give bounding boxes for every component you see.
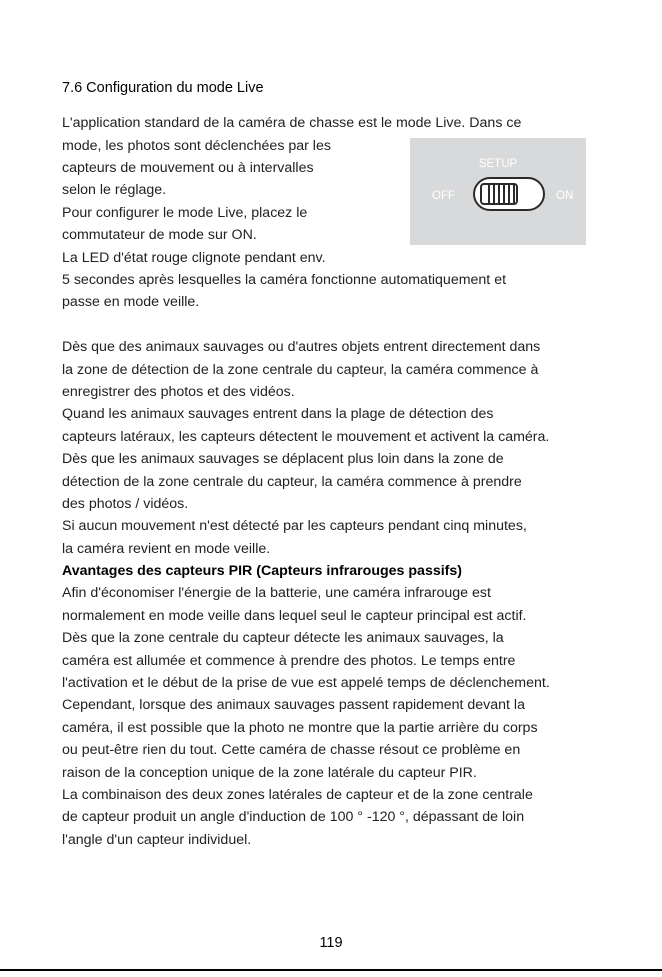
bottom-divider [0,969,662,971]
body-line: l'angle d'un capteur individuel. [62,832,252,848]
body-line: l'activation et le début de la prise de vue est appelé temps de déclenchement. [62,675,550,691]
body-line: Quand les animaux sauvages entrent dans la plage de détection des [62,406,494,422]
mode-switch-icon [473,177,545,211]
body-line: la caméra revient en mode veille. [62,541,271,557]
setup-switch-illustration [410,138,586,245]
body-line: La LED d'état rouge clignote pendant env. [62,250,326,266]
body-line: Cependant, lorsque des animaux sauvages passent rapidement devant la [62,697,525,713]
subheading: Avantages des capteurs PIR (Capteurs infrarouges passifs) [62,563,462,579]
body-line: normalement en mode veille dans lequel seul le capteur principal est actif. [62,608,527,624]
body-line: ou peut-être rien du tout. Cette caméra de chasse résout ce problème en [62,742,521,758]
off-label: OFF [432,190,455,202]
body-line: des photos / vidéos. [62,496,189,512]
body-line: commutateur de mode sur ON. [62,227,257,243]
body-line: capteurs latéraux, les capteurs détectent le mouvement et activent la caméra. [62,429,550,445]
body-line: de capteur produit un angle d'induction de 100 ° -120 °, dépassant de loin [62,809,525,825]
body-line: L'application standard de la caméra de chasse est le mode Live. Dans ce [62,115,522,131]
switch-knob-icon [480,183,518,205]
body-line: passe en mode veille. [62,294,200,310]
setup-label: SETUP [478,158,518,170]
body-line: selon le réglage. [62,182,167,198]
body-line: Pour configurer le mode Live, placez le [62,205,308,221]
body-line: La combinaison des deux zones latérales de capteur et de la zone centrale [62,787,533,803]
body-line: enregistrer des photos et des vidéos. [62,384,295,400]
on-label: ON [556,190,574,202]
body-line: Si aucun mouvement n'est détecté par les capteurs pendant cinq minutes, [62,518,527,534]
body-line: Dès que des animaux sauvages ou d'autres objets entrent directement dans [62,339,541,355]
body-line: la zone de détection de la zone centrale du capteur, la caméra commence à [62,362,539,378]
body-line: 5 secondes après lesquelles la caméra fonctionne automatiquement et [62,272,507,288]
body-line: Afin d'économiser l'énergie de la batterie, une caméra infrarouge est [62,585,491,601]
body-line: mode, les photos sont déclenchées par les [62,138,331,154]
body-line: capteurs de mouvement ou à intervalles [62,160,314,176]
page-number: 119 [319,935,343,951]
body-line: raison de la conception unique de la zone latérale du capteur PIR. [62,765,477,781]
body-line: caméra est allumée et commence à prendre des photos. Le temps entre [62,653,516,669]
body-line: Dès que les animaux sauvages se déplacent plus loin dans la zone de [62,451,504,467]
body-line: Dès que la zone centrale du capteur détecte les animaux sauvages, la [62,630,504,646]
body-line: caméra, il est possible que la photo ne montre que la partie arrière du corps [62,720,538,736]
section-title: 7.6 Configuration du mode Live [62,80,264,96]
body-line: détection de la zone centrale du capteur, la caméra commence à prendre [62,474,522,490]
